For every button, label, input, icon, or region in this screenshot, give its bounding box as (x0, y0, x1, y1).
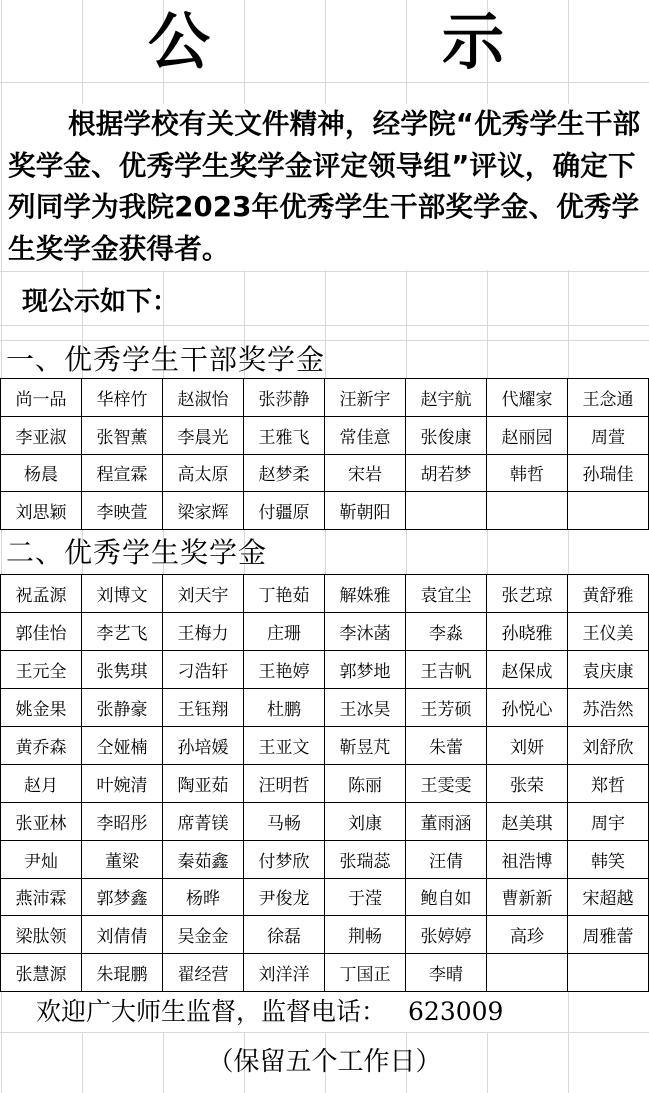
name-cell: 叶婉清 (82, 764, 163, 802)
name-cell: 李淼 (406, 612, 487, 650)
cadre-scholarship-table (0, 378, 649, 530)
table-row (1, 840, 649, 878)
name-cell: 杜鹏 (244, 688, 325, 726)
name-cell: 刘妍 (487, 726, 568, 764)
name-cell: 代耀家 (487, 379, 568, 417)
gridline (0, 82, 649, 83)
name-cell: 王念通 (568, 379, 649, 417)
student-scholarship-table (0, 574, 649, 992)
name-cell: 高珍 (487, 916, 568, 954)
table-row (1, 612, 649, 650)
name-cell: 张荣 (487, 764, 568, 802)
retention-note: （保留五个工作日） (207, 1047, 442, 1077)
name-cell: 陈丽 (325, 764, 406, 802)
name-cell: 刘康 (325, 802, 406, 840)
name-cell: 刘倩倩 (82, 916, 163, 954)
name-cell: 汪倩 (406, 840, 487, 878)
name-cell: 周雅蕾 (568, 916, 649, 954)
name-cell (568, 492, 649, 530)
name-cell: 梁肽领 (1, 916, 82, 954)
name-cell: 付疆原 (244, 492, 325, 530)
name-cell: 孙培媛 (163, 726, 244, 764)
name-cell: 仝娅楠 (82, 726, 163, 764)
name-cell: 孙晓雅 (487, 612, 568, 650)
table-row (1, 492, 649, 530)
name-cell: 付梦欣 (244, 840, 325, 878)
name-cell: 汪明哲 (244, 764, 325, 802)
name-cell: 姚金果 (1, 688, 82, 726)
contact-label: 欢迎广大师生监督，监督电话： (36, 997, 387, 1026)
name-cell: 孙悦心 (487, 688, 568, 726)
name-cell: 王梅力 (163, 612, 244, 650)
name-cell: 黄舒雅 (568, 575, 649, 613)
table-row (1, 379, 649, 417)
page-title (0, 2, 649, 82)
name-cell: 韩笑 (568, 840, 649, 878)
section-title-cadre-scholarship: 一、优秀学生干部奖学金 (6, 343, 326, 376)
table-row (1, 764, 649, 802)
contact-line (36, 992, 503, 1032)
name-cell: 陶亚茹 (163, 764, 244, 802)
name-cell: 王芳硕 (406, 688, 487, 726)
name-cell: 张静豪 (82, 688, 163, 726)
name-cell: 秦茹鑫 (163, 840, 244, 878)
name-cell: 靳昱芃 (325, 726, 406, 764)
name-cell: 赵丽园 (487, 416, 568, 454)
name-cell: 王雅飞 (244, 416, 325, 454)
gridline (0, 325, 649, 326)
intro-paragraph: 根据学校有关文件精神，经学院“优秀学生干部奖学金、优秀学生奖学金评定领导组”评议，确定下列同学为我院2023年优秀学生干部奖学金、优秀学生奖学金获得者。 (8, 104, 643, 270)
name-cell: 于滢 (325, 878, 406, 916)
name-cell: 鲍自如 (406, 878, 487, 916)
name-cell: 赵月 (1, 764, 82, 802)
name-cell: 李沐菡 (325, 612, 406, 650)
name-cell: 郭梦地 (325, 650, 406, 688)
name-cell: 常佳意 (325, 416, 406, 454)
name-cell: 华梓竹 (82, 379, 163, 417)
name-cell: 王钰翔 (163, 688, 244, 726)
name-cell: 周宇 (568, 802, 649, 840)
name-cell (487, 492, 568, 530)
name-cell: 张艺琼 (487, 575, 568, 613)
name-cell: 张婷婷 (406, 916, 487, 954)
name-cell: 胡若梦 (406, 454, 487, 492)
name-cell: 袁庆康 (568, 650, 649, 688)
name-cell: 王冰昊 (325, 688, 406, 726)
name-cell: 王雯雯 (406, 764, 487, 802)
table-row (1, 916, 649, 954)
name-cell: 席菁镁 (163, 802, 244, 840)
name-cell: 李艺飞 (82, 612, 163, 650)
name-cell: 燕沛霖 (1, 878, 82, 916)
name-cell: 苏浩然 (568, 688, 649, 726)
name-cell: 梁家辉 (163, 492, 244, 530)
name-cell: 王亚文 (244, 726, 325, 764)
name-cell: 王艳婷 (244, 650, 325, 688)
name-cell: 曹新新 (487, 878, 568, 916)
name-cell: 李晴 (406, 954, 487, 992)
name-cell: 张隽琪 (82, 650, 163, 688)
name-cell: 朱蕾 (406, 726, 487, 764)
name-cell: 王仪美 (568, 612, 649, 650)
name-cell: 刁浩轩 (163, 650, 244, 688)
name-cell: 赵保成 (487, 650, 568, 688)
name-cell: 尚一品 (1, 379, 82, 417)
table-row (1, 454, 649, 492)
title-char-left: 公 (148, 5, 211, 78)
name-cell: 刘思颖 (1, 492, 82, 530)
name-cell: 张莎静 (244, 379, 325, 417)
name-cell (487, 954, 568, 992)
name-cell: 董雨涵 (406, 802, 487, 840)
name-cell: 杨晨 (1, 454, 82, 492)
name-cell: 马畅 (244, 802, 325, 840)
name-cell: 祖浩博 (487, 840, 568, 878)
name-cell: 韩哲 (487, 454, 568, 492)
name-cell: 李晨光 (163, 416, 244, 454)
name-cell (406, 492, 487, 530)
name-cell: 孙瑞佳 (568, 454, 649, 492)
name-cell: 郭佳怡 (1, 612, 82, 650)
name-cell: 张瑞蕊 (325, 840, 406, 878)
name-cell: 尹灿 (1, 840, 82, 878)
name-cell: 郭梦鑫 (82, 878, 163, 916)
gridline (0, 271, 649, 272)
name-cell: 黄乔森 (1, 726, 82, 764)
name-cell: 程宣霖 (82, 454, 163, 492)
name-cell: 高太原 (163, 454, 244, 492)
name-cell: 王吉帆 (406, 650, 487, 688)
name-cell: 吴金金 (163, 916, 244, 954)
name-cell: 靳朝阳 (325, 492, 406, 530)
name-cell: 丁国正 (325, 954, 406, 992)
name-cell: 汪新宇 (325, 379, 406, 417)
name-cell: 翟经营 (163, 954, 244, 992)
name-cell: 张亚林 (1, 802, 82, 840)
name-cell: 张智薰 (82, 416, 163, 454)
title-char-right: 示 (442, 5, 505, 78)
name-cell: 丁艳茹 (244, 575, 325, 613)
name-cell: 庄珊 (244, 612, 325, 650)
table-row (1, 688, 649, 726)
name-cell: 赵宇航 (406, 379, 487, 417)
name-cell: 徐磊 (244, 916, 325, 954)
section-title-student-scholarship: 二、优秀学生奖学金 (6, 536, 268, 569)
name-cell: 张俊康 (406, 416, 487, 454)
name-cell (568, 954, 649, 992)
gridline (0, 1032, 649, 1033)
contact-phone: 623009 (408, 997, 504, 1026)
name-cell: 袁宜尘 (406, 575, 487, 613)
announce-heading: 现公示如下： (22, 287, 179, 317)
table-row (1, 878, 649, 916)
name-cell: 张慧源 (1, 954, 82, 992)
name-cell: 尹俊龙 (244, 878, 325, 916)
name-cell: 赵梦柔 (244, 454, 325, 492)
name-cell: 周萱 (568, 416, 649, 454)
name-cell: 刘天宇 (163, 575, 244, 613)
name-cell: 宋超越 (568, 878, 649, 916)
name-cell: 郑哲 (568, 764, 649, 802)
name-cell: 荆畅 (325, 916, 406, 954)
table-row (1, 954, 649, 992)
table-row (1, 416, 649, 454)
name-cell: 解姝雅 (325, 575, 406, 613)
name-cell: 刘博文 (82, 575, 163, 613)
name-cell: 李映萱 (82, 492, 163, 530)
name-cell: 刘舒欣 (568, 726, 649, 764)
name-cell: 董梁 (82, 840, 163, 878)
table-row (1, 726, 649, 764)
name-cell: 李亚淑 (1, 416, 82, 454)
name-cell: 宋岩 (325, 454, 406, 492)
name-cell: 李昭彤 (82, 802, 163, 840)
table-row (1, 575, 649, 613)
table-row (1, 802, 649, 840)
name-cell: 杨晔 (163, 878, 244, 916)
name-cell: 赵淑怡 (163, 379, 244, 417)
name-cell: 赵美琪 (487, 802, 568, 840)
name-cell: 王元全 (1, 650, 82, 688)
name-cell: 祝孟源 (1, 575, 82, 613)
name-cell: 刘洋洋 (244, 954, 325, 992)
table-row (1, 650, 649, 688)
name-cell: 朱琨鹏 (82, 954, 163, 992)
